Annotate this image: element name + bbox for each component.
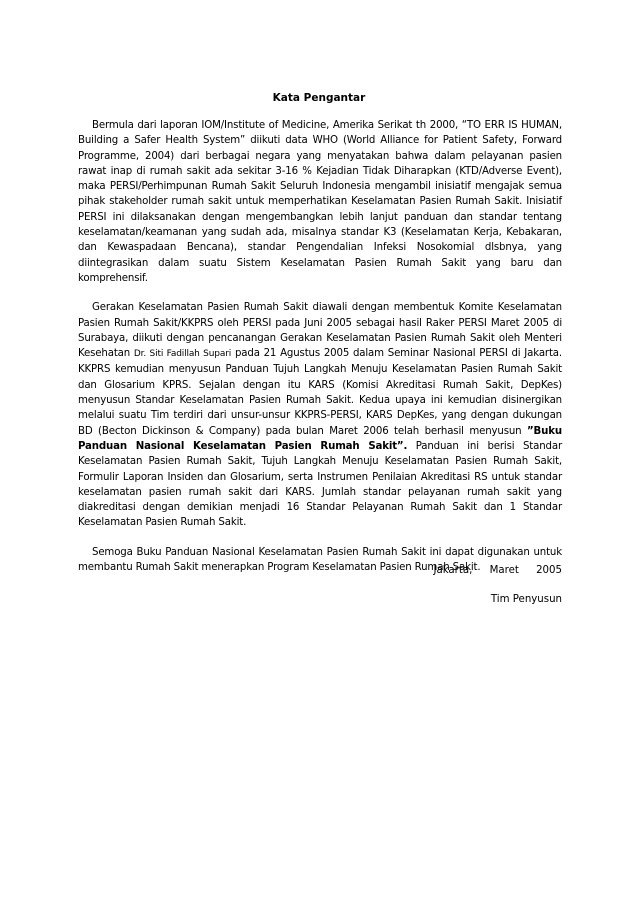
paragraph-2-part-b: pada 21 Agustus 2005 dalam Seminar Nasional PERSI di Jakarta. KKPRS kemudian menyusun Panduan Tujuh Langkah Menuju Keselamatan Pasien Rumah Sakit dan Glosarium KPRS. Sejalan dengan itu KARS (Komisi Akreditasi Rumah Sakit, DepKes) menyusun Standar Keselamatan Pasien Rumah Sakit. Kedua upaya ini kemudian disinergikan melalui suatu Tim terdiri dari unsur-unsur KKPRS-PERSI, KARS DepKes, yang dengan dukungan BD (Becton Dickinson & Company) pada bulan Maret 2006 telah berhasil menyusun [78, 348, 562, 437]
book-title-bold: ”Buku Panduan Nasional Keselamatan Pasien Rumah Sakit”. [78, 425, 562, 452]
paragraph-2 [78, 300, 562, 530]
place-date: Jakarta, Maret 2005 [433, 565, 562, 576]
paragraph-2-part-c: Panduan ini berisi Standar Keselamatan Pasien Rumah Sakit, Tujuh Langkah Menuju Keselamatan Pasien Rumah Sakit, Formulir Laporan Insiden dan Glosarium, serta Instrumen Penilaian Akreditasi RS untuk standar keselamatan pasien rumah sakit dari KARS. Jumlah standar pelayanan rumah sakit yang diakreditasi dengan demikian menjadi 16 Standar Pelayanan Rumah Sakit dan 1 Standar Keselamatan Pasien Rumah Sakit. [78, 440, 562, 529]
minister-name: Dr. Siti Fadillah Supari [133, 349, 232, 360]
page-title: Kata Pengantar [272, 92, 366, 104]
document-body [78, 118, 562, 589]
paragraph-2-part-a: Gerakan Keselamatan Pasien Rumah Sakit diawali dengan membentuk Komite Keselamatan Pasien Rumah Sakit/KKPRS oleh PERSI pada Juni 2005 sebagai hasil Raker PERSI Maret 2005 di Surabaya, diikuti dengan pencanangan Gerakan Keselamatan Pasien Rumah Sakit oleh Menteri Kesehatan [78, 302, 562, 360]
signatory: Tim Penyusun [490, 594, 562, 605]
paragraph-1: Bermula dari laporan IOM/Institute of Medicine, Amerika Serikat th 2000, “TO ERR IS HUMAN, Building a Safer Health System” diikuti data WHO (World Alliance for Patient Safety, Forward Programme, 2004) dari berbagai negara yang menyatakan bahwa dalam pelayanan pasien rawat inap di rumah sakit ada sekitar 3-16 % Kejadian Tidak Diharapkan (KTD/Adverse Event), maka PERSI/Perhimpunan Rumah Sakit Seluruh Indonesia mengambil inisiatif mengajak semua pihak stakeholder rumah sakit untuk memperhatikan Keselamatan Pasien Rumah Sakit. Inisiatif PERSI ini dilaksanakan dengan mengembangkan lebih lanjut panduan dan standar tentang keselamatan/keamanan yang sudah ada, misalnya standar K3 (Keselamatan Kerja, Kebakaran, dan Kewaspadaan Bencana), standar Pengendalian Infeksi Nosokomial dlsbnya, yang diintegrasikan dalam suatu Sistem Keselamatan Pasien Rumah Sakit yang baru dan komprehensif. [78, 120, 562, 284]
paragraph-3: Semoga Buku Panduan Nasional Keselamatan Pasien Rumah Sakit ini dapat digunakan untuk membantu Rumah Sakit menerapkan Program Keselamatan Pasien Rumah Sakit. [78, 546, 562, 574]
